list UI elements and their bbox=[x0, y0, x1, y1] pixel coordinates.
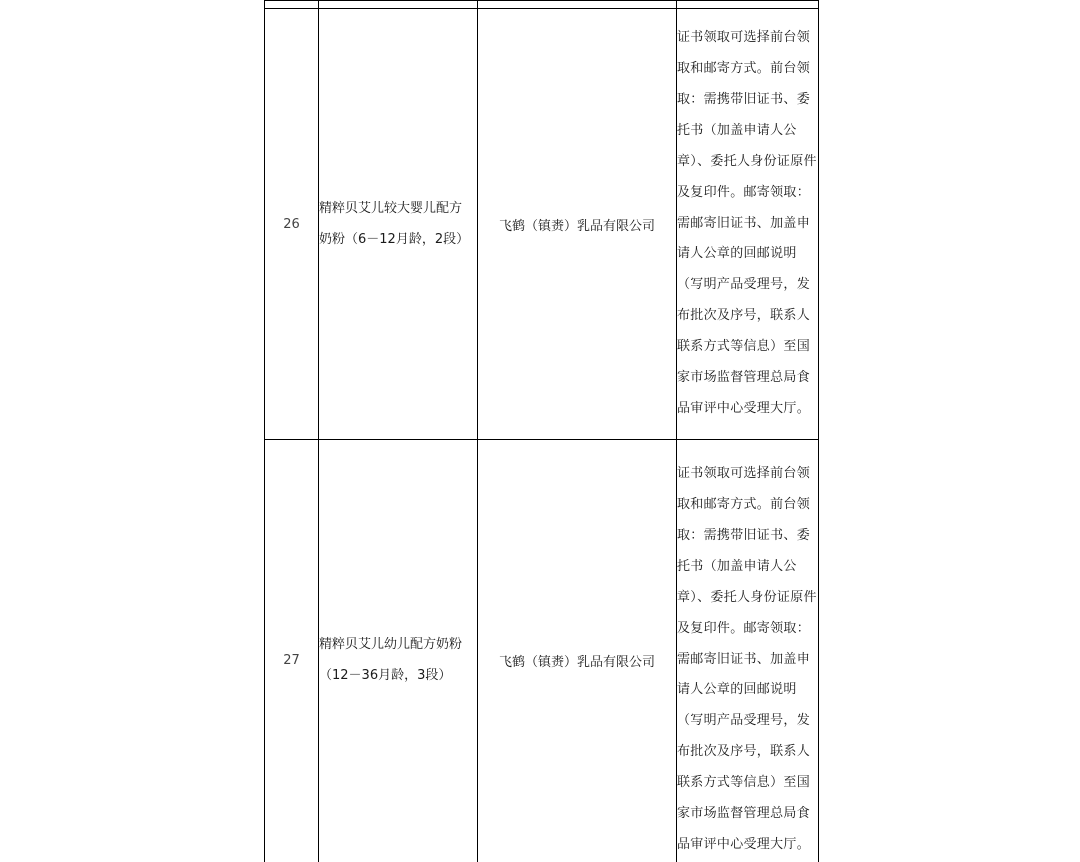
table-row-previous-stub bbox=[265, 1, 819, 9]
pickup-note bbox=[677, 440, 819, 862]
table-cell bbox=[319, 1, 478, 9]
product-name bbox=[319, 9, 478, 440]
row-number: 26 bbox=[265, 9, 319, 440]
table-row bbox=[265, 9, 819, 440]
product-table bbox=[264, 0, 819, 862]
company-name: 飞鹤（镇赉）乳品有限公司 bbox=[478, 440, 677, 862]
company-name: 飞鹤（镇赉）乳品有限公司 bbox=[478, 9, 677, 440]
table-row bbox=[265, 440, 819, 862]
product-name-line: 精粹贝艾儿较大婴儿配方 bbox=[319, 201, 463, 216]
product-name-line: 奶粉（6－12月龄，2段） bbox=[319, 232, 470, 247]
product-name bbox=[319, 440, 478, 862]
table-cell bbox=[265, 1, 319, 9]
pickup-note bbox=[677, 9, 819, 440]
table-cell bbox=[677, 1, 819, 9]
pickup-note-text: 证书领取可选择前台领取和邮寄方式。前台领取：需携带旧证书、委托书（加盖申请人公章）、委托人身份证原件及复印件。邮寄领取：需邮寄旧证书、加盖申请人公章的回邮说明（写明产品受理号，发布批次及序号，联系人联系方式等信息）至国家市场监督管理总局食品审评中心受理大厅。 bbox=[677, 30, 817, 416]
pickup-note-text: 证书领取可选择前台领取和邮寄方式。前台领取：需携带旧证书、委托书（加盖申请人公章）、委托人身份证原件及复印件。邮寄领取：需邮寄旧证书、加盖申请人公章的回邮说明（写明产品受理号，发布批次及序号，联系人联系方式等信息）至国家市场监督管理总局食品审评中心受理大厅。 bbox=[677, 466, 817, 852]
product-name-line: （12－36月龄，3段） bbox=[319, 668, 452, 683]
product-name-line: 精粹贝艾儿幼儿配方奶粉 bbox=[319, 637, 463, 652]
row-number: 27 bbox=[265, 440, 319, 862]
table-cell bbox=[478, 1, 677, 9]
